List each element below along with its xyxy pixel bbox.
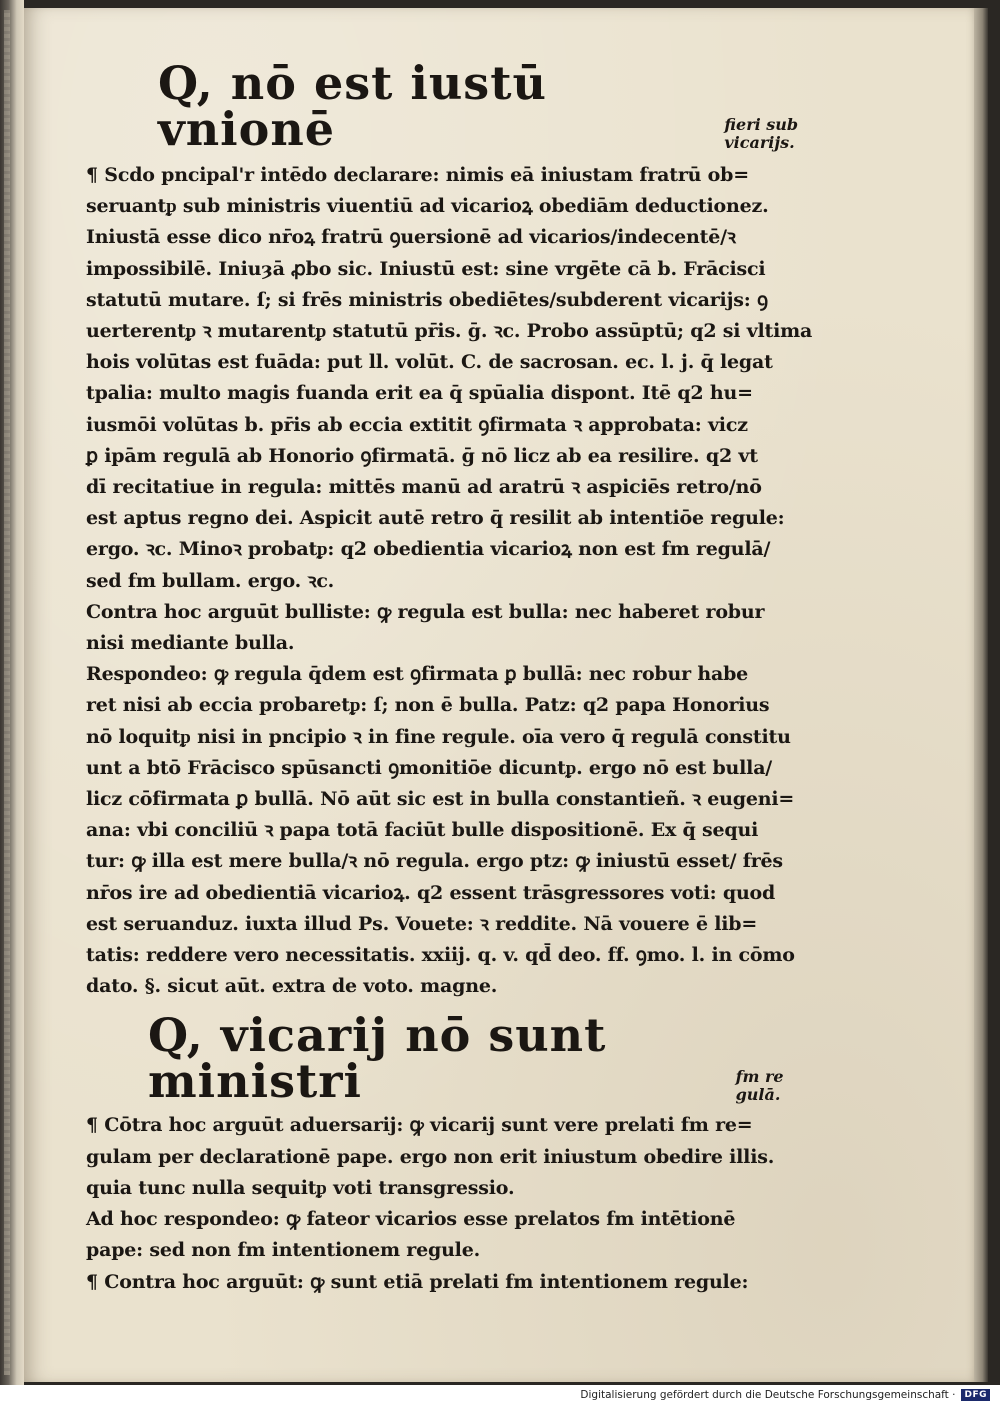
text-line: est seruanduz. iuxta illud Ps. Vouete: ꝛ reddite. Nā vouere ē lib= [86, 912, 758, 935]
heading-2-main: Q, vicarij nō sunt ministri [148, 1008, 607, 1109]
text-line: dī recitatiue in regula: mittēs manū ad aratrū ꝛ aspiciēs retro/nō [86, 476, 762, 499]
text-line: Ad hoc respondeo: ꝙ fateor vicarios esse prelatos fm intētionē [86, 1208, 736, 1231]
text-line: nisi mediante bulla. [86, 632, 295, 655]
text-line: ergo. ꝛc. Minoꝛ probatᵱ: q2 obedientia vicarioꝝ non est fm regulā/ [86, 538, 771, 561]
heading-1-side-line: vicarijs. [724, 133, 795, 152]
heading-2 [148, 1008, 816, 1109]
text-line: gulam per declarationē pape. ergo non erit iniustum obedire illis. [86, 1145, 775, 1168]
text-line: quia tunc nulla sequitᵱ voti transgressio. [86, 1176, 515, 1199]
dfg-logo: DFG [961, 1389, 990, 1401]
paragraph-5 [86, 1204, 816, 1298]
paragraph-4 [86, 1110, 816, 1204]
heading-1-main: Q, nō est iustū vnionē [158, 56, 547, 156]
text-line: ¶ Cōtra hoc arguūt aduersarij: ꝙ vicarij sunt vere prelati fm re= [86, 1114, 753, 1137]
heading-2-side-line: gulā. [735, 1085, 781, 1105]
spine-strip [4, 10, 10, 1375]
text-line: licz cōfirmata ꝑ bullā. Nō aūt sic est in bulla constantieñ. ꝛ eugeni= [86, 788, 795, 811]
heading-1 [158, 56, 816, 156]
text-line: tatis: reddere vero necessitatis. xxiij. q. v. qd̄ deo. ff. ꝯmo. l. in cōmo [86, 944, 795, 967]
text-line: hois volūtas est fuāda: put ll. volūt. C. de sacrosan. ec. l. j. q̄ legat [86, 351, 773, 374]
text-line: ꝑ ipām regulā ab Honorio ꝯfirmatā. ḡ nō licz ab ea resilire. q2 vt [86, 444, 758, 467]
text-line: dato. §. sicut aūt. extra de voto. magne. [86, 975, 498, 998]
text-line: iusmōi volūtas b. pr̄is ab eccia extitit ꝯfirmata ꝛ approbata: vicz [86, 413, 748, 436]
digitization-footer [0, 1385, 1000, 1405]
paragraph-2 [86, 597, 816, 659]
text-line: ana: vbi conciliū ꝛ papa totā faciūt bulle dispositionē. Ex q̄ sequi [86, 819, 759, 842]
text-line: seruantᵱ sub ministris viuentiū ad vicarioꝝ obediām deductionez. [86, 195, 769, 218]
text-line: ¶ Scdo pncipal'r intēdo declarare: nimis eā iniustam fratrū ob= [86, 164, 749, 186]
heading-2-side [736, 1068, 816, 1104]
text-line: uerterentᵱ ꝛ mutarentᵱ statutū pr̄is. ḡ. ꝛc. Probo assūptū; q2 si vltima [86, 320, 813, 343]
heading-1-side [724, 116, 816, 152]
page-right-edge [974, 8, 988, 1382]
paragraph-3 [86, 659, 816, 1002]
text-line: unt a btō Frācisco spūsancti ꝯmonitiōe dicuntᵱ. ergo nō est bulla/ [86, 756, 773, 779]
text-line: Iniustā esse dico nr̄oꝝ fratrū ꝯuersionē ad vicarios/indecentē/ꝛ [86, 226, 736, 249]
text-line: ¶ Contra hoc arguūt: ꝙ sunt etiā prelati fm intentionem regule: [86, 1270, 749, 1293]
page-text [86, 56, 816, 1298]
text-line: sed fm bullam. ergo. ꝛc. [86, 569, 335, 592]
text-line: nō loquitᵱ nisi in pncipio ꝛ in fine regule. oīa vero q̄ regulā constitu [86, 725, 791, 748]
text-line: est aptus regno dei. Aspicit autē retro q̄ resilit ab intentiōe regule: [86, 507, 785, 530]
text-line: impossibilē. Iniuȝā ꝓbo sic. Iniustū est: sine vrgēte cā b. Frācisci [86, 257, 766, 280]
text-line: tpalia: multo magis fuanda erit ea q̄ spūalia dispont. Itē q2 hu= [86, 382, 753, 405]
book-spine-edge [0, 0, 24, 1385]
text-line: statutū mutare. ſ; si frēs ministris obediētes/subderent vicarijs: ꝯ [86, 288, 768, 311]
paragraph-1 [86, 160, 816, 597]
text-line: tur: ꝙ illa est mere bulla/ꝛ nō regula. ergo ptz: ꝙ iniustū esset/ frēs [86, 850, 783, 873]
heading-2-side-line: fm re [735, 1067, 784, 1087]
text-line: Contra hoc arguūt bulliste: ꝙ regula est bulla: nec haberet robur [86, 600, 765, 623]
text-line: nr̄os ire ad obedientiā vicarioꝝ. q2 essent trāsgressores voti: quod [86, 881, 776, 904]
text-line: Respondeo: ꝙ regula q̄dem est ꝯfirmata ꝑ bullā: nec robur habe [86, 663, 749, 686]
funding-credit: Digitalisierung gefördert durch die Deutsche Forschungsgemeinschaft · [580, 1389, 956, 1401]
text-line: pape: sed non fm intentionem regule. [86, 1239, 481, 1262]
heading-1-side-line: fieri sub [724, 115, 799, 134]
text-line: ret nisi ab eccia probaretᵱ: ſ; non ē bulla. Patz: q2 papa Honorius [86, 694, 770, 717]
